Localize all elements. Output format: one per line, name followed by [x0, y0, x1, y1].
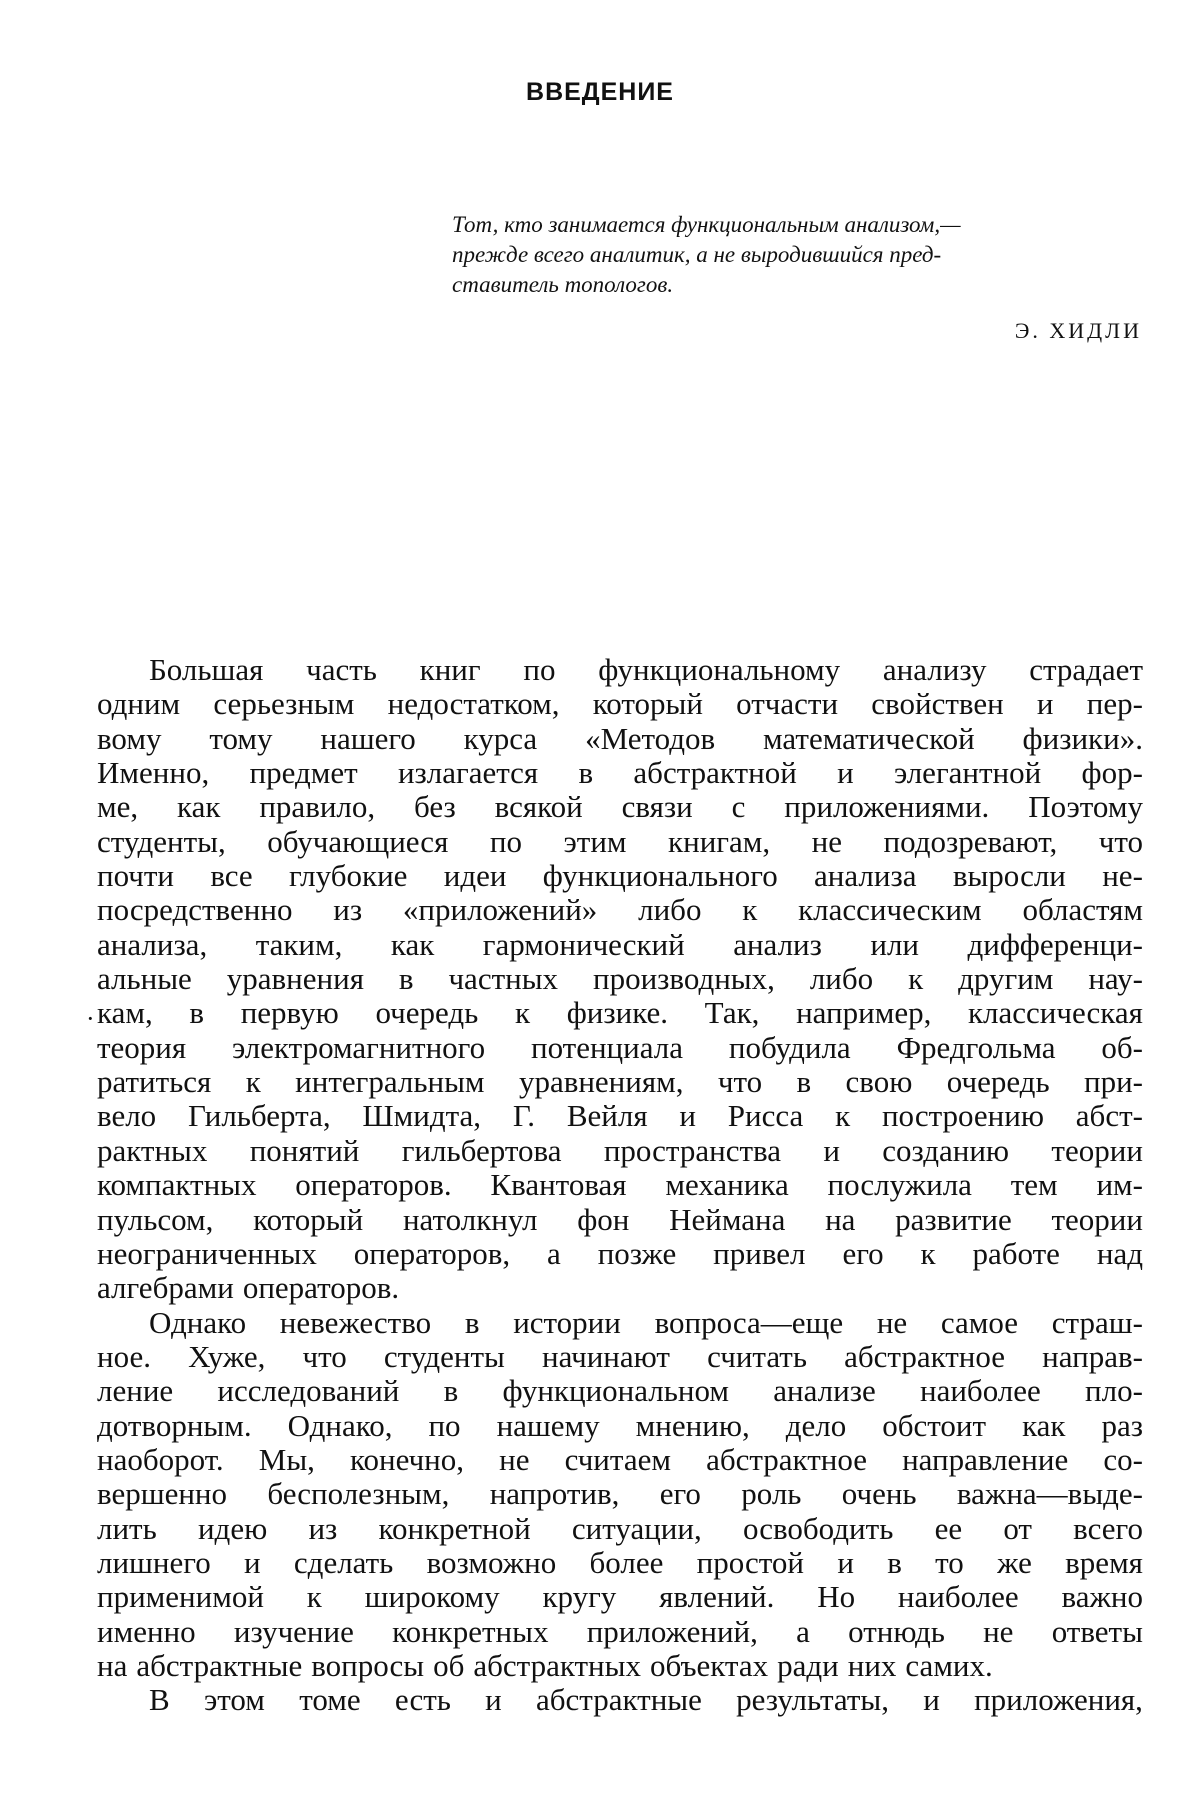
epigraph-line: ставитель топологов. — [452, 272, 674, 297]
text-line: студенты, обучающиеся по этим книгам, не подозревают, что — [97, 823, 1143, 859]
text-line: вело Гильберта, Шмидта, Г. Вейля и Рисса к построению абст- — [97, 1098, 1143, 1134]
text-line: Большая часть книг по функциональному анализу страдает — [149, 652, 1143, 687]
text-line: лишнего и сделать возможно более простой и в то же время — [97, 1544, 1143, 1580]
epigraph-line: прежде всего аналитик, а не выродившийся пред- — [452, 242, 942, 267]
text-line: ление исследований в функциональном анализе наиболее пло- — [97, 1373, 1143, 1409]
text-line: Однако невежество в истории вопроса—еще не самое страш- — [149, 1304, 1143, 1340]
body-text — [97, 653, 1143, 1718]
text-line: дотворным. Однако, по нашему мнению, дело обстоит как раз — [97, 1407, 1143, 1443]
text-line: вершенно бесполезным, напротив, его роль очень важна—выде- — [97, 1476, 1143, 1512]
text-line: алгебрами операторов. — [97, 1270, 400, 1306]
text-line: вому тому нашего курса «Методов математической физики». — [97, 720, 1143, 756]
text-line: лить идею из конкретной ситуации, освободить ее от всего — [97, 1510, 1143, 1546]
text-line: Именно, предмет излагается в абстрактной и элегантной фор- — [97, 755, 1143, 791]
text-line: ме, как правило, без всякой связи с приложениями. Поэтому — [97, 789, 1143, 825]
text-line: посредственно из «приложений» либо к классическим областям — [97, 892, 1143, 928]
margin-mark: · — [86, 1004, 95, 1033]
text-line: теория электромагнитного потенциала побудила Фредгольма об- — [97, 1029, 1143, 1065]
text-line: альные уравнения в частных производных, либо к другим нау- — [97, 961, 1143, 997]
text-line: компактных операторов. Квантовая механика послужила тем им- — [97, 1167, 1143, 1203]
text-line: пульсом, который натолкнул фон Неймана на развитие теории — [97, 1201, 1143, 1237]
text-line: именно изучение конкретных приложений, а отнюдь не ответы — [97, 1613, 1143, 1649]
text-line: ратиться к интегральным уравнениям, что в свою очередь при- — [97, 1064, 1143, 1100]
text-line: рактных понятий гильбертова пространства и созданию теории — [97, 1132, 1143, 1168]
chapter-title: ВВЕДЕНИЕ — [526, 78, 674, 106]
text-line: одним серьезным недостатком, который отчасти свойствен и пер- — [97, 686, 1143, 722]
text-line: ное. Хуже, что студенты начинают считать абстрактное направ- — [97, 1338, 1143, 1374]
text-line: на абстрактные вопросы об абстрактных объектах ради них самих. — [97, 1647, 993, 1683]
text-line: кам, в первую очередь к физике. Так, например, классическая — [97, 995, 1143, 1031]
text-line: применимой к широкому кругу явлений. Но наиболее важно — [97, 1579, 1143, 1615]
text-line: В этом томе есть и абстрактные результаты, и приложения, — [149, 1682, 1143, 1718]
text-line: анализа, таким, как гармонический анализ или дифференци- — [97, 926, 1143, 962]
epigraph — [452, 210, 1142, 344]
epigraph-author: Э. ХИДЛИ — [1014, 318, 1142, 343]
epigraph-line: Тот, кто занимается функциональным анализом,— — [452, 212, 961, 237]
text-line: почти все глубокие идеи функционального анализа выросли не- — [97, 858, 1143, 894]
text-line: наоборот. Мы, конечно, не считаем абстрактное направление со- — [97, 1441, 1143, 1477]
text-line: неограниченных операторов, а позже привел его к работе над — [97, 1235, 1143, 1271]
